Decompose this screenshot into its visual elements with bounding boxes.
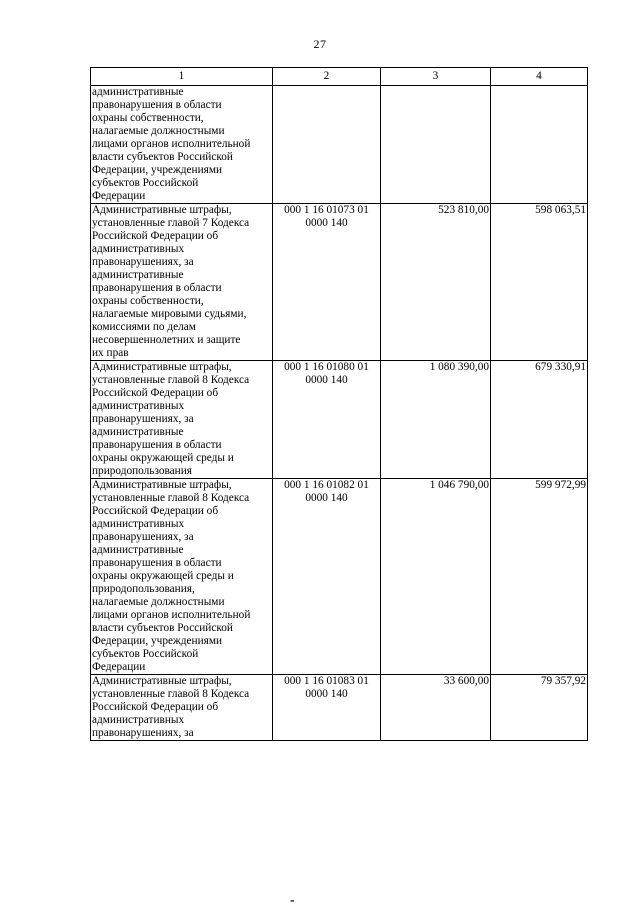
amount-col4-cell: 598 063,51 [491,204,588,361]
table-row [91,86,588,204]
revenue-name-cell: Административные штрафы, установленные главой 8 Кодекса Российской Федерации об административных правонарушениях, за административные правонарушения в области охраны окружающей среды и природопользования [91,361,273,479]
column-header-3: 3 [381,68,491,86]
budget-code-cell [273,86,381,204]
amount-col4-cell: 79 357,92 [491,675,588,741]
budget-code-cell: 000 1 16 01082 01 0000 140 [273,479,381,675]
column-header-4: 4 [491,68,588,86]
amount-col3-cell: 1 080 390,00 [381,361,491,479]
revenue-name-cell: Административные штрафы, установленные главой 8 Кодекса Российской Федерации об административных правонарушениях, за административные правонарушения в области охраны окружающей среды и природопользования, налагаемые должностными лицами органов исполнительной власти субъектов Российской Федерации, учреждениями субъектов Российской Федерации [91,479,273,675]
page-number: 27 [313,37,327,51]
revenue-name-cell: Административные штрафы, установленные главой 8 Кодекса Российской Федерации об административных правонарушениях, за [91,675,273,741]
revenue-name-cell: административные правонарушения в области охраны собственности, налагаемые должностными лицами органов исполнительной власти субъектов Российской Федерации, учреждениями субъектов Российской Федерации [91,86,273,204]
amount-col3-cell: 523 810,00 [381,204,491,361]
table-row [91,479,588,675]
footer-mark: - [290,893,295,908]
column-header-1: 1 [91,68,273,86]
revenue-name-cell: Административные штрафы, установленные главой 7 Кодекса Российской Федерации об административных правонарушениях, за административные правонарушения в области охраны собственности, налагаемые мировыми судьями, комиссиями по делам несовершеннолетних и защите их прав [91,204,273,361]
amount-col3-cell: 1 046 790,00 [381,479,491,675]
table-row [91,361,588,479]
amount-col4-cell: 599 972,99 [491,479,588,675]
budget-code-cell: 000 1 16 01080 01 0000 140 [273,361,381,479]
table-row [91,204,588,361]
column-header-2: 2 [273,68,381,86]
amount-col4-cell [491,86,588,204]
amount-col3-cell [381,86,491,204]
budget-code-cell: 000 1 16 01083 01 0000 140 [273,675,381,741]
amount-col4-cell: 679 330,91 [491,361,588,479]
budget-code-cell: 000 1 16 01073 01 0000 140 [273,204,381,361]
table-header-row [91,68,588,86]
budget-table [90,67,588,741]
amount-col3-cell: 33 600,00 [381,675,491,741]
table-row [91,675,588,741]
